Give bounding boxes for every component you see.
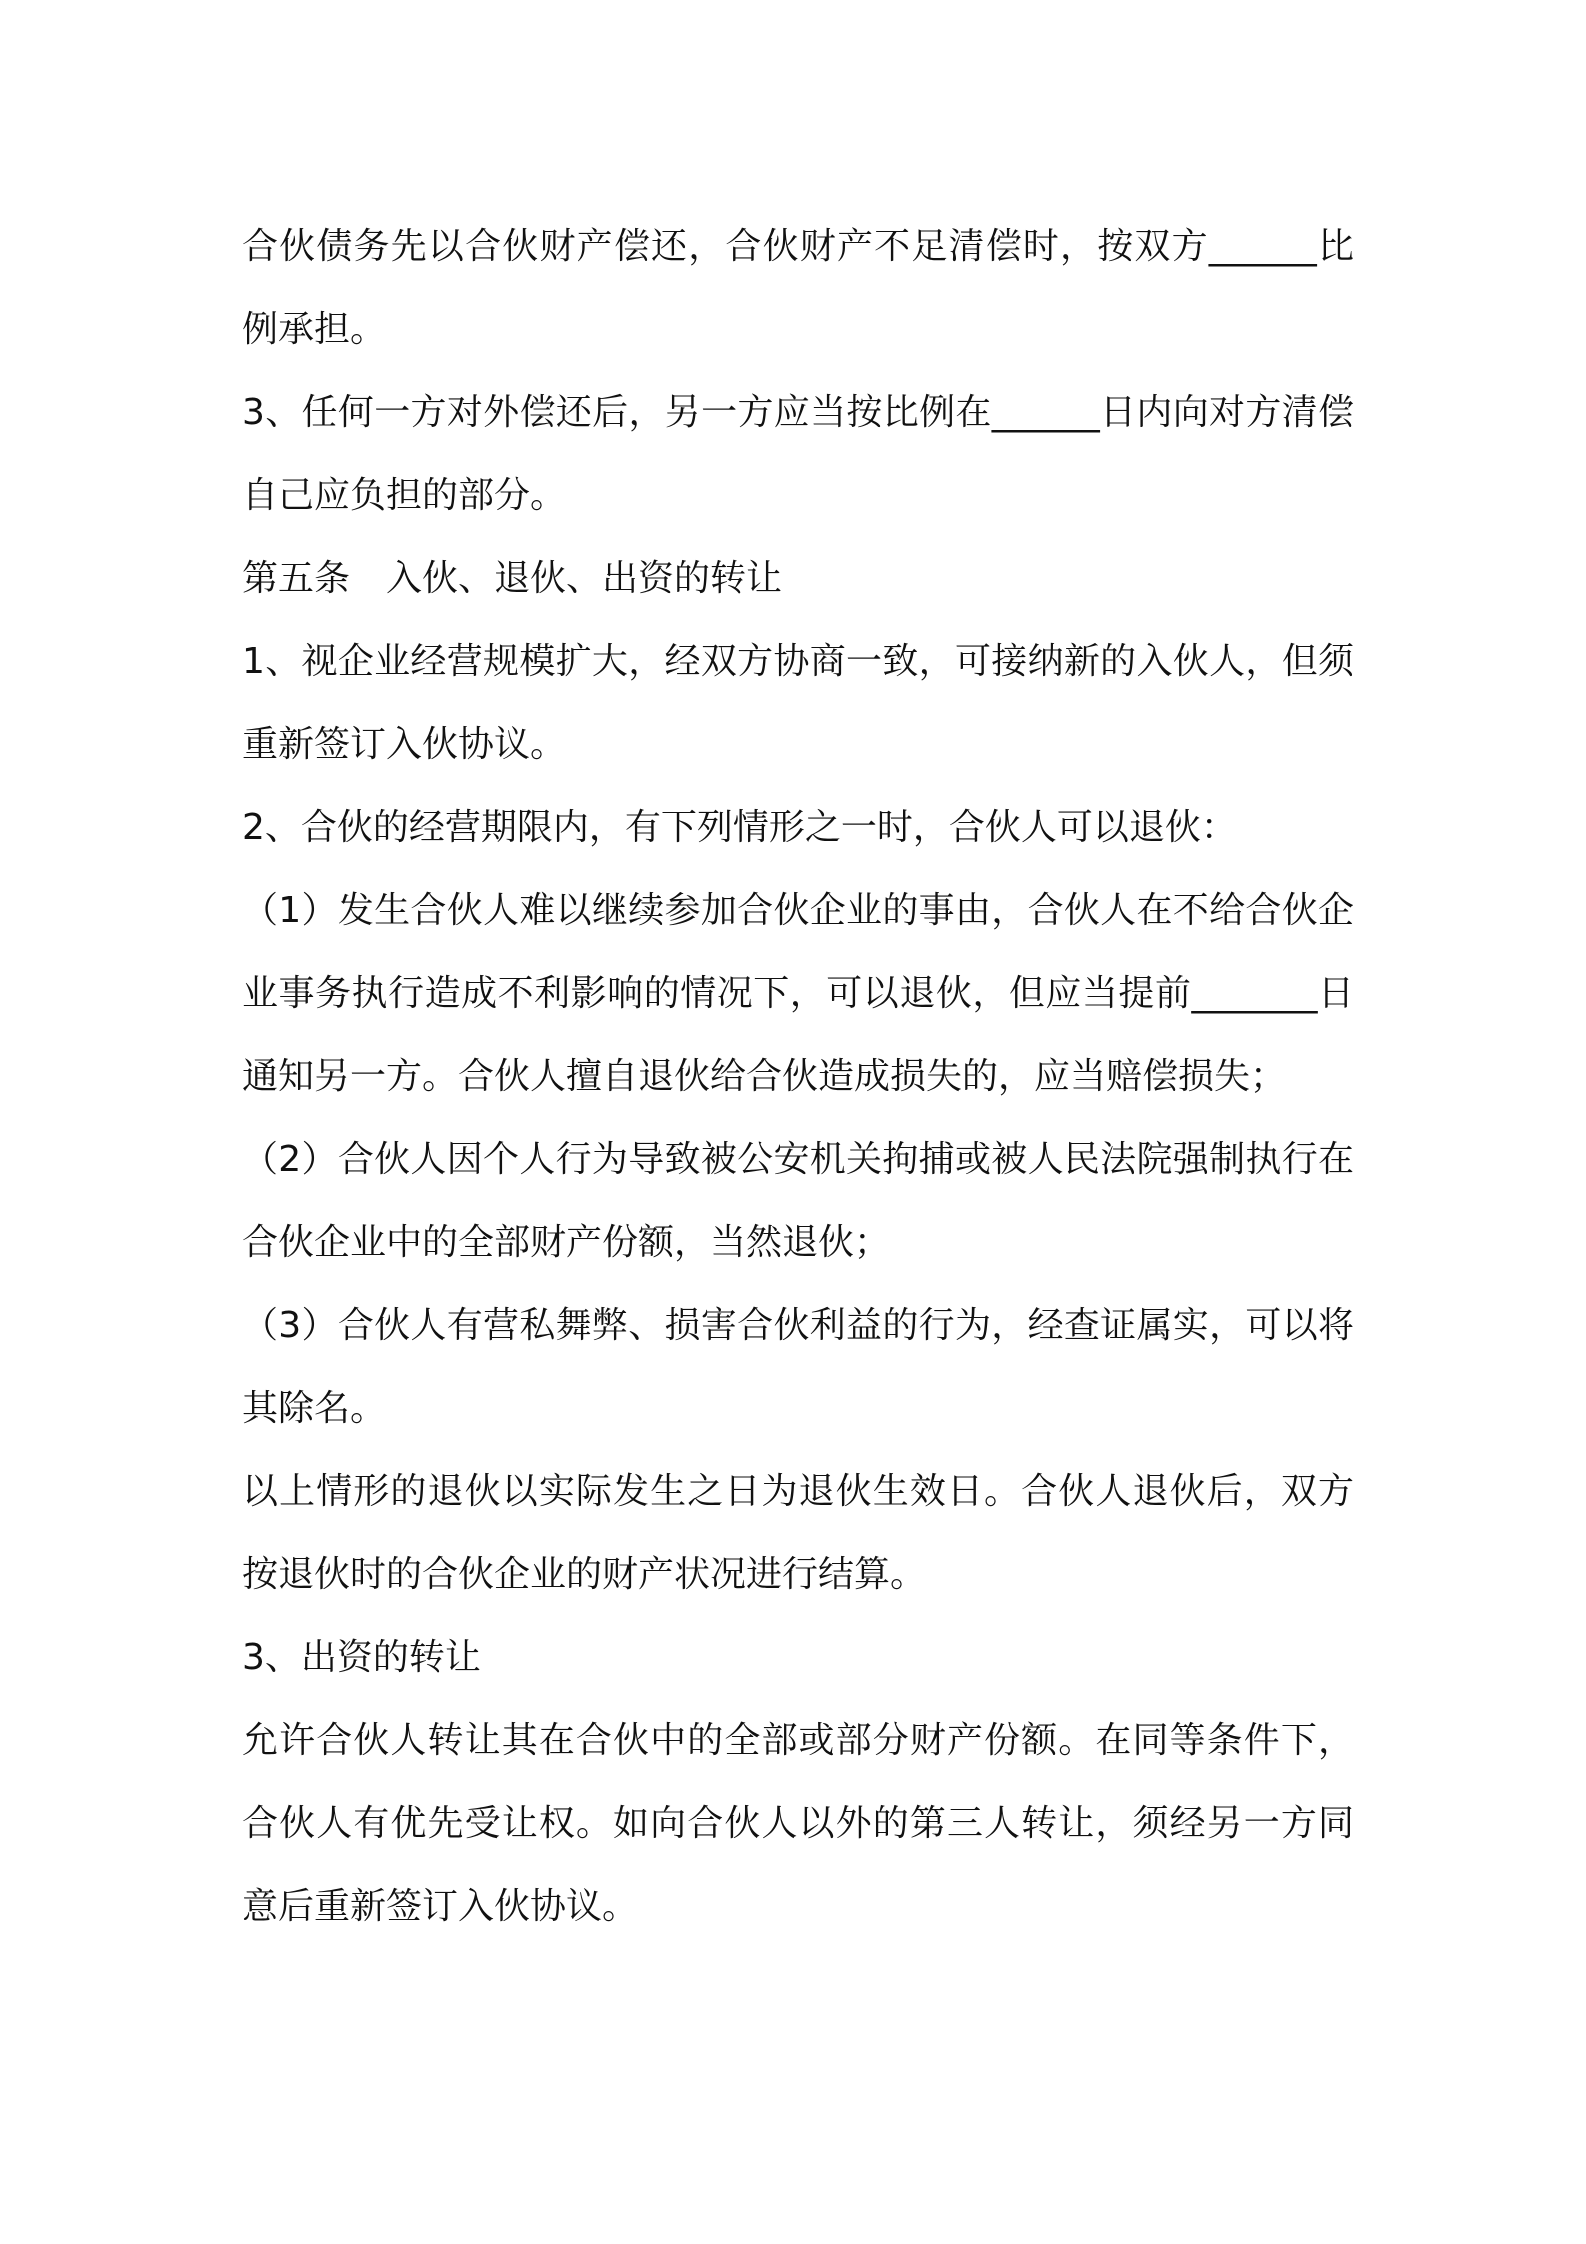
paragraph-clause-3-reimbursement: 3、任何一方对外偿还后，另一方应当按比例在______日内向对方清偿自己应负担的部分。 [242, 392, 1354, 516]
paragraph-clause-1-admission: 1、视企业经营规模扩大，经双方协商一致，可接纳新的入伙人，但须重新签订入伙协议。 [242, 641, 1354, 765]
article-5-heading: 第五条 入伙、退伙、出资的转让 [242, 558, 783, 599]
document-page [242, 205, 1354, 1948]
paragraph-transfer-terms: 允许合伙人转让其在合伙中的全部或部分财产份额。在同等条件下，合伙人有优先受让权。如向合伙人以外的第三人转让，须经另一方同意后重新签订入伙协议。 [242, 1720, 1354, 1927]
paragraph-clause-2-withdrawal: 2、合伙的经营期限内，有下列情形之一时，合伙人可以退伙： [242, 807, 1237, 848]
paragraph-debt-repayment: 合伙债务先以合伙财产偿还，合伙财产不足清偿时，按双方______比例承担。 [242, 226, 1354, 350]
paragraph-item-3: （3）合伙人有营私舞弊、损害合伙利益的行为，经查证属实，可以将其除名。 [242, 1305, 1354, 1429]
paragraph-withdrawal-settlement: 以上情形的退伙以实际发生之日为退伙生效日。合伙人退伙后，双方按退伙时的合伙企业的财产状况进行结算。 [242, 1471, 1354, 1595]
paragraph-item-2: （2）合伙人因个人行为导致被公安机关拘捕或被人民法院强制执行在合伙企业中的全部财产份额，当然退伙； [242, 1139, 1354, 1263]
paragraph-clause-3-transfer-heading: 3、出资的转让 [242, 1637, 481, 1678]
paragraph-item-1: （1）发生合伙人难以继续参加合伙企业的事由，合伙人在不给合伙企业事务执行造成不利影响的情况下，可以退伙，但应当提前_______日通知另一方。合伙人擅自退伙给合伙造成损失的，应当赔偿损失； [242, 890, 1354, 1097]
